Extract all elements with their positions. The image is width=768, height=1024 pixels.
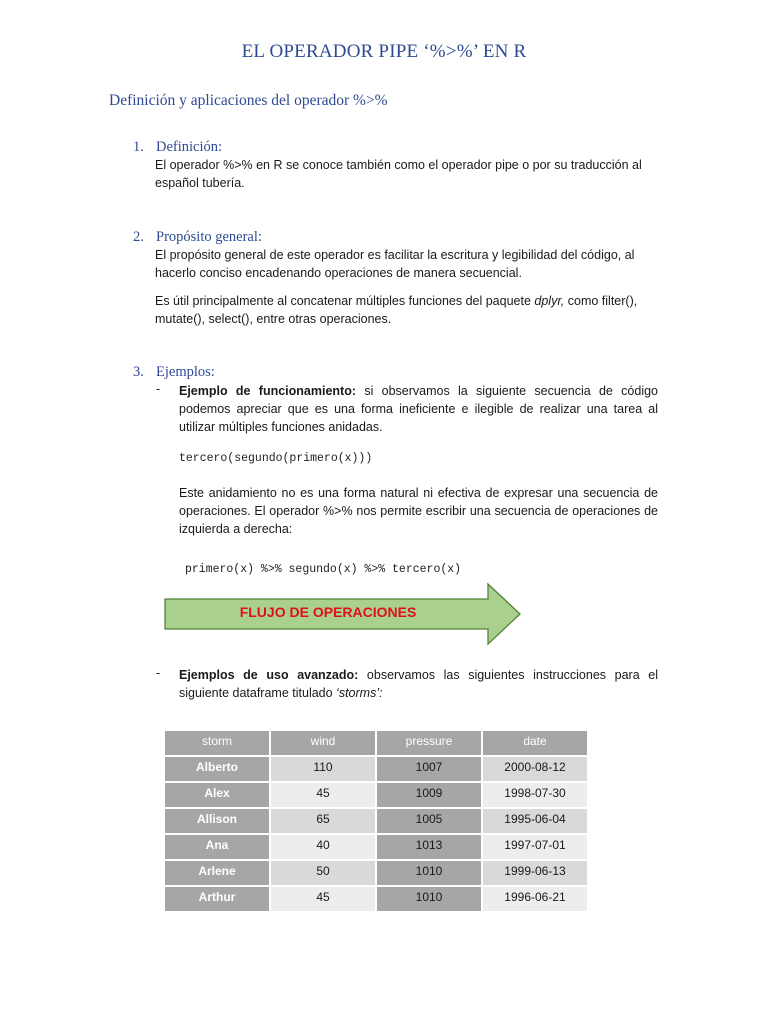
table-row — [165, 809, 587, 833]
cell-date: 2000-08-12 — [483, 757, 587, 781]
item-2-text-2-before: Es útil principalmente al concatenar múltiples funciones del paquete — [155, 294, 535, 308]
storms-table — [163, 729, 589, 913]
cell-storm: Ana — [165, 835, 269, 859]
cell-storm: Arthur — [165, 887, 269, 911]
item-2-title: Propósito general: — [156, 229, 262, 245]
bullet-2-dash: - — [156, 666, 161, 680]
table-header-row — [165, 731, 587, 755]
bullet-1-body: si observamos la siguiente secuencia de código podemos apreciar que es una forma ineficiente e ilegible de realizar una tarea al utilizar múltiples funciones anidadas. — [179, 384, 659, 434]
cell-pressure: 1010 — [377, 861, 481, 885]
cell-wind: 110 — [271, 757, 375, 781]
table-row — [165, 783, 587, 807]
cell-pressure: 1010 — [377, 887, 481, 911]
item-1-title: Definición: — [156, 139, 223, 155]
item-2-heading — [133, 229, 262, 246]
column-header-wind: wind — [271, 731, 375, 755]
cell-date: 1999-06-13 — [483, 861, 587, 885]
cell-storm: Arlene — [165, 861, 269, 885]
item-2-number: 2. — [133, 229, 144, 245]
cell-pressure: 1005 — [377, 809, 481, 833]
cell-wind: 50 — [271, 861, 375, 885]
item-3-heading — [133, 364, 215, 381]
storms-dataframe-name: ‘storms’: — [336, 686, 383, 700]
bullet-1-text-after: Este anidamiento no es una forma natural ni efectiva de expresar una secuencia de operaciones. El operador %>% nos permite escribir una secuencia de operaciones de izquierda a derecha: — [179, 486, 658, 536]
bullet-2-label: Ejemplos de uso avanzado: — [179, 668, 359, 682]
table-row — [165, 887, 587, 911]
item-2-text: El propósito general de este operador es facilitar la escritura y legibilidad del código, al hacerlo conciso encadenando operaciones de manera secuencial. — [155, 248, 635, 280]
table-row — [165, 835, 587, 859]
section-heading: Definición y aplicaciones del operador %>% — [109, 92, 388, 109]
cell-date: 1996-06-21 — [483, 887, 587, 911]
cell-wind: 45 — [271, 887, 375, 911]
cell-pressure: 1013 — [377, 835, 481, 859]
cell-wind: 45 — [271, 783, 375, 807]
document-title: EL OPERADOR PIPE ‘%>%’ EN R — [241, 41, 527, 62]
item-1-text: El operador %>% en R se conoce también como el operador pipe o por su traducción al español tubería. — [155, 158, 642, 190]
item-2-text-2 — [155, 292, 658, 328]
item-2-text-2-after: como filter(), mutate(), select(), entre otras operaciones. — [155, 294, 638, 326]
bullet-2-body: observamos las siguientes instrucciones para el siguiente dataframe titulado — [179, 668, 658, 700]
cell-storm: Allison — [165, 809, 269, 833]
cell-pressure: 1007 — [377, 757, 481, 781]
item-1-number: 1. — [133, 139, 144, 155]
bullet-2-text — [179, 666, 658, 702]
code-pipe-example: primero(x) %>% segundo(x) %>% tercero(x) — [185, 563, 462, 576]
dplyr-package-name: dplyr, — [534, 294, 565, 308]
cell-storm: Alex — [165, 783, 269, 807]
cell-wind: 40 — [271, 835, 375, 859]
table-row — [165, 757, 587, 781]
bullet-1-dash: - — [156, 382, 161, 396]
bullet-1-label: Ejemplo de funcionamiento: — [179, 384, 357, 398]
cell-date: 1995-06-04 — [483, 809, 587, 833]
cell-pressure: 1009 — [377, 783, 481, 807]
item-3-number: 3. — [133, 364, 144, 380]
item-1-heading — [133, 139, 222, 156]
column-header-pressure: pressure — [377, 731, 481, 755]
cell-date: 1997-07-01 — [483, 835, 587, 859]
column-header-date: date — [483, 731, 587, 755]
bullet-1-text — [179, 382, 658, 436]
item-3-title: Ejemplos: — [156, 364, 215, 380]
table-row — [165, 861, 587, 885]
code-nested-example: tercero(segundo(primero(x))) — [179, 452, 373, 465]
cell-date: 1998-07-30 — [483, 783, 587, 807]
flow-arrow-label: FLUJO DE OPERACIONES — [239, 604, 417, 620]
cell-storm: Alberto — [165, 757, 269, 781]
column-header-storm: storm — [165, 731, 269, 755]
cell-wind: 65 — [271, 809, 375, 833]
